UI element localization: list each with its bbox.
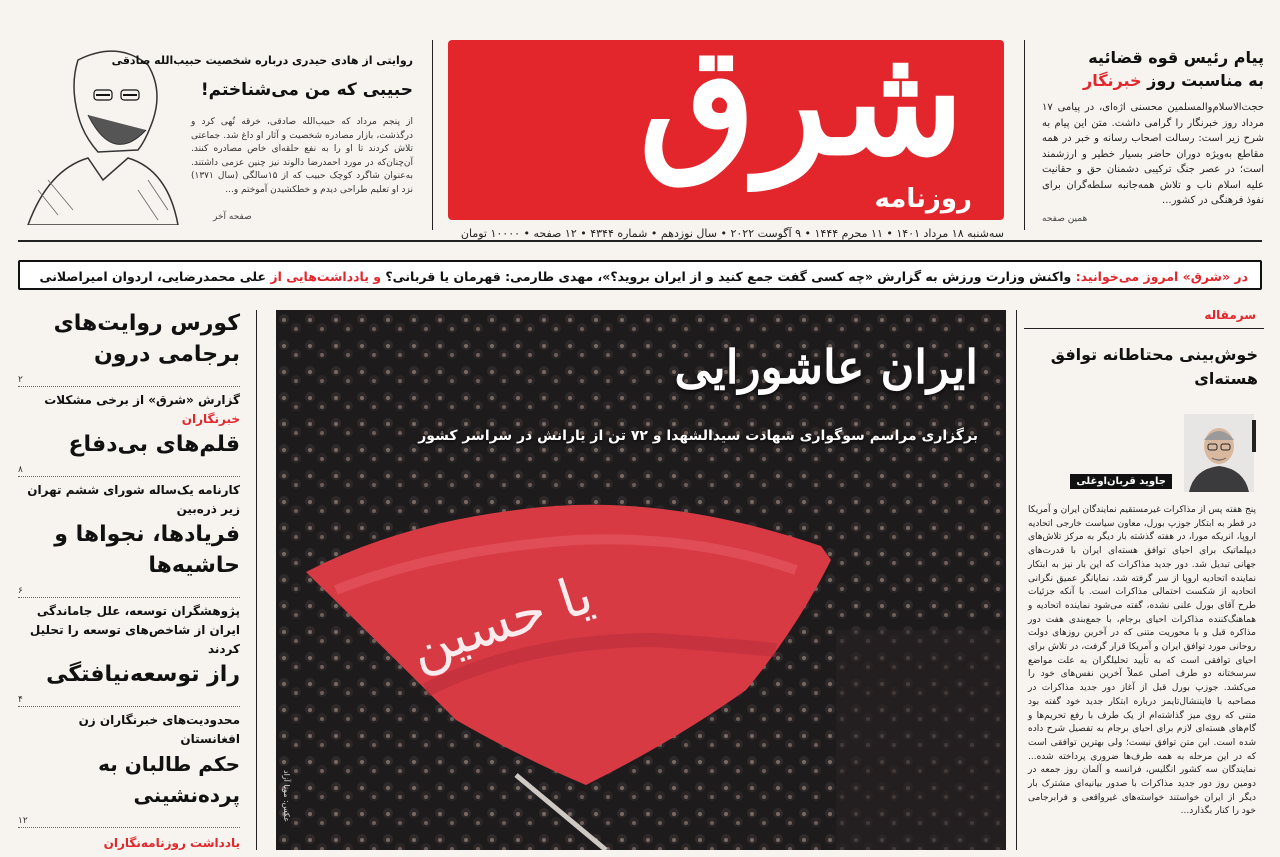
right-top-divider xyxy=(1024,40,1025,230)
story-2-kicker-prefix: گزارش «شرق» از برخی مشکلات xyxy=(44,393,240,407)
masthead-logo xyxy=(448,40,1004,220)
story-2-page: ۸ xyxy=(18,464,240,477)
story-1-headline[interactable]: کورس روایت‌های برجامی درون xyxy=(53,311,240,367)
left-top-kicker: روایتی از هادی حیدری درباره شخصیت حبیب‌الله صادقی xyxy=(111,54,413,67)
editorial-column[interactable] xyxy=(1024,308,1264,848)
left-top-pageref: صفحه آخر xyxy=(213,212,252,222)
editorial-title[interactable]: خوش‌بینی محتاطانه توافق هسته‌ای xyxy=(1050,345,1258,388)
story-4-kicker: پژوهشگران توسعه، علل جاماندگی ایران از شاخص‌های توسعه را تحلیل کردند xyxy=(29,604,240,656)
editorial-author: جاوید قربان‌اوغلی xyxy=(1070,474,1172,489)
left-top-divider xyxy=(432,40,433,230)
teaser-items[interactable]: واکنش وزارت ورزش به گزارش «چه کسی گفت جمع کنید و از ایران بروید؟»، مهدی طارمی: قهرمان یا قربانی؟ xyxy=(385,269,1072,284)
headline-2-prefix: به مناسبت روز xyxy=(1147,71,1264,90)
main-headline[interactable]: ایران عاشورایی xyxy=(674,340,978,394)
teaser-lead-2: و یادداشت‌هایی از xyxy=(270,269,382,284)
masthead-divider xyxy=(18,240,1262,242)
main-subheadline: برگزاری مراسم سوگواری شهادت سیدالشهدا و ۷۲ تن از یارانش در سراسر کشور xyxy=(418,428,978,444)
headline-2-highlight: خبرنگار xyxy=(1083,71,1142,90)
story-2-headline[interactable]: قلم‌های بی‌دفاع xyxy=(68,432,240,457)
story-5-page: ۱۲ xyxy=(18,815,240,828)
story-5-kicker: محدودیت‌های خبرنگاران زن افغانستان xyxy=(78,713,240,746)
story-3-headline[interactable]: فریادها، نجواها و حاشیه‌ها xyxy=(54,522,240,578)
story-1-page: ۲ xyxy=(18,374,240,387)
left-top-body: از پنجم مرداد که حبیب‌الله صادقی، خرقه تُهی کرد و درگذشت، بازار مصادره شخصیت و آثار او داغ شد. جماعتی تلاش کردند تا او را به نفع حلقه‌ای خاص مصادره کنند. آن‌چنان‌که در مورد احمدرضا دالوند نیز چنین عزمی داشتند. به‌عنوان شاگرد کوچک حبیب که از ۱۵سالگی (سال ۱۳۷۱) نزد او تعلیم طراحی دیدم و خطکشیدن آموختم و... xyxy=(191,117,413,195)
right-top-body: حجت‌الاسلام‌والمسلمین محسنی اژه‌ای، در پیامی ۱۷ مرداد روز خبرنگار را گرامی داشت. متن این پیام به شرح زیر است: رسالت اصحاب رسانه و خبر در همه مقاطع به‌ویژه دوران حاضر بسیار خطیر و ارزشمند است؛ در عصر جنگ ترکیبی دشمنان حق و حقانیت علیه اسلام ناب و تلاش همه‌جانبه سلطه‌گران برای نفوذ فرهنگی در کشور... xyxy=(1042,102,1264,206)
right-top-headline-1[interactable]: پیام رئیس قوه قضائیه xyxy=(1088,48,1264,67)
notes-section-label[interactable]: یادداشت روزنامه‌نگاران xyxy=(103,836,240,850)
teaser-band[interactable] xyxy=(18,260,1262,290)
story-2-kicker xyxy=(18,391,240,429)
right-top-pageref: همین صفحه xyxy=(1042,214,1088,224)
left-col-divider xyxy=(256,310,257,850)
story-4-headline[interactable]: راز توسعه‌نیافتگی xyxy=(46,662,240,687)
right-top-headline-2[interactable] xyxy=(1042,71,1264,90)
right-col-divider xyxy=(1016,310,1017,850)
story-4-page: ۴ xyxy=(18,694,240,707)
editorial-accent-bar xyxy=(1252,420,1256,452)
editorial-body: پنج هفته پس از مذاکرات غیرمستقیم نمایندگان ایران و آمریکا در قطر به ابتکار جوزپ بورل، معاون سیاست خارجی اتحادیه اروپا، انریکه مورا، در هفته گذشته بار دیگر به مرکز تلاش‌های دیپلماتیک برای احیای توافق هسته‌ای ایران با قدرت‌های جهانی تبدیل شد. دور جدید مذاکرات که این بار نیز به ابتکار نماینده اتحادیه اروپا از سر گرفته شد، نمایانگر عمیق نگرانی اتحادیه از شکست احتمالی مذاکرات است. با آنکه جزئیات طرح آقای بورل علنی نشده، گفته می‌شود نماینده اتحادیه و هماهنگ‌کننده مذاکرات احیای برجام، با جمع‌بندی هفت دور مذاکره قبل و با محوریت متنی که در آخرین روزهای دولت روحانی مورد توافق ایران و آمریکا قرار گرفت، در تلاش برای احیای توافقی است که به تأیید تحلیلگران به علت مواضع سرسختانه دو طرف اصلی عملاً آخرین نفس‌های خود را می‌کشد. جوزپ بورل قبل از آغاز دور جدید مذاکرات در مصاحبه با فایننشال‌تایمز درباره ابتکار جدید خود گفته بود متنی که روی میز گذاشته‌ام از یک طرف با رفع تحریم‌ها و گام‌های هسته‌ای لازم برای احیای برجام به تفصیل شرح داده شده است. این متن توافق نیست؛ ولی بهترین توافقی است که در این مرحله به همه طرف‌ها ضروری پرداخته شده... نمایندگان سه کشور انگلیس، فرانسه و آلمان روز جمعه در دومین روز دور جدید مذاکرات با صدور بیانیه‌ای مشترک بار دیگر از ایران خواستند خواسته‌های غیرواقعی و فرابرجامی خود را کنار بگذارد... xyxy=(1028,505,1256,817)
story-3-page: ۶ xyxy=(18,585,240,598)
teaser-authors[interactable]: علی محمدرضایی، اردوان امیراصلانی xyxy=(39,269,267,284)
story-3-kicker: کارنامه یک‌ساله شورای ششم تهران زیر ذره‌بین xyxy=(27,483,240,516)
left-top-story[interactable] xyxy=(18,40,423,230)
main-photo[interactable] xyxy=(276,310,1006,850)
photo-credit: عکس: مونا آزاد xyxy=(282,770,291,823)
dateline: سه‌شنبه ۱۸ مرداد ۱۴۰۱ • ۱۱ محرم ۱۴۴۴ • ۹ آگوست ۲۰۲۲ • سال نوزدهم • شماره ۴۳۴۴ • ۱۲ صفحه • ۱۰۰۰۰ تومان xyxy=(460,227,1004,240)
flag-text: یا حسین xyxy=(402,562,601,681)
left-column xyxy=(18,308,240,853)
teaser-lead: در «شرق» امروز می‌خوانید: xyxy=(1075,269,1248,284)
logo-wordmark: شرق xyxy=(639,40,964,189)
editorial-section-label: سرمقاله xyxy=(1024,308,1264,329)
author-photo xyxy=(1184,414,1254,492)
right-top-story[interactable] xyxy=(1042,40,1264,230)
story-2-kicker-red: خبرنگاران xyxy=(181,412,240,426)
left-top-headline[interactable]: حبیبی که من می‌شناختم! xyxy=(200,80,413,100)
portrait-sketch-image xyxy=(18,40,186,225)
logo-subtitle: روزنامه xyxy=(874,184,972,214)
story-5-headline[interactable]: حکم طالبان به پرده‌نشینی xyxy=(98,752,240,807)
